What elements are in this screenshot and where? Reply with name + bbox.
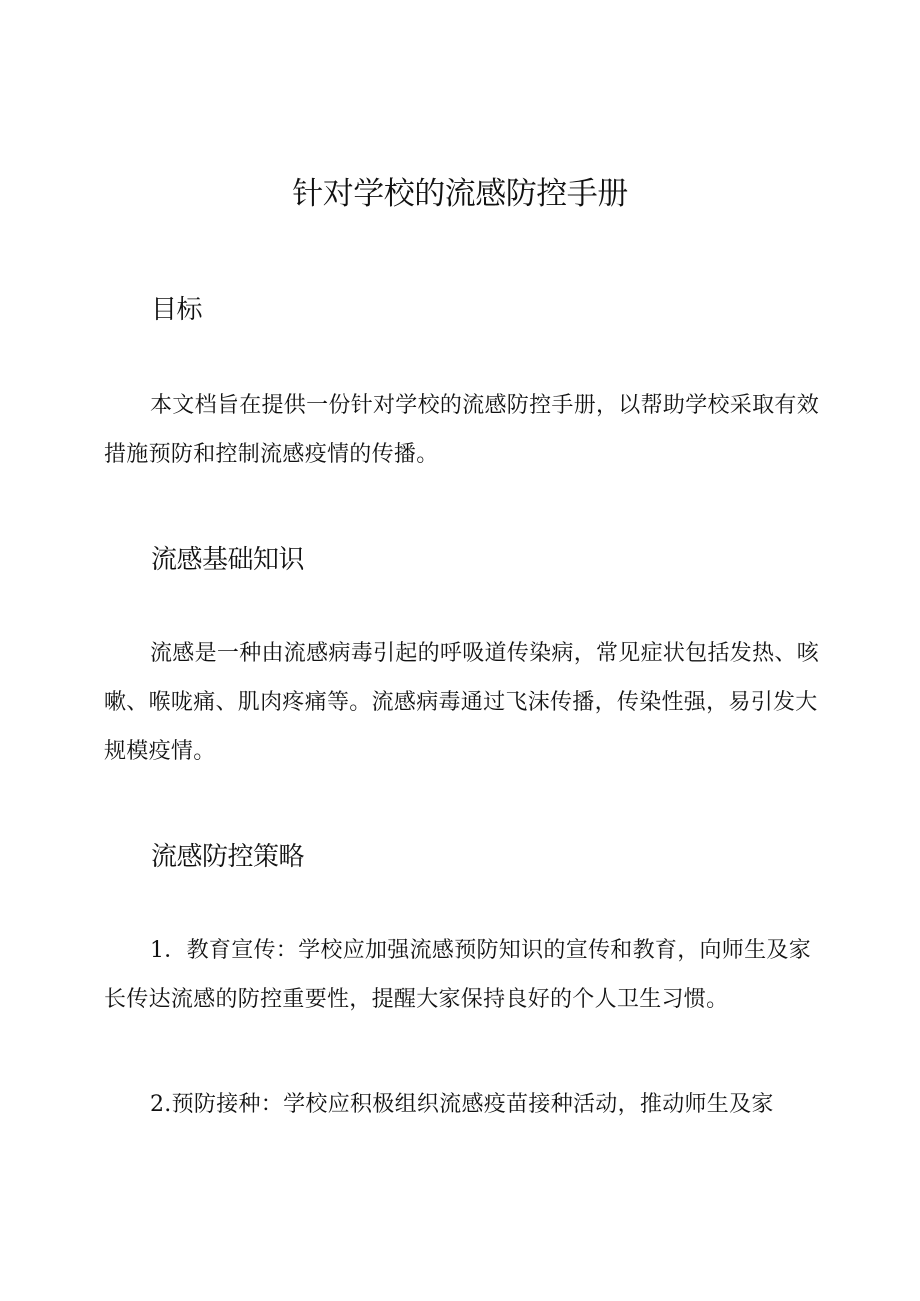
section-heading-prevention-strategy: 流感防控策略 [151, 842, 305, 872]
paragraph-strategy-vaccination: 2.预防接种：学校应积极组织流感疫苗接种活动，推动师生及家 [150, 1092, 774, 1117]
document-title: 针对学校的流感防控手册 [292, 176, 628, 212]
paragraph-flu-basics: 流感是一种由流感病毒引起的呼吸道传染病，常见症状包括发热、咳嗽、喉咙痛、肌肉疼痛等。流感病毒通过飞沫传播，传染性强，易引发大规模疫情。 [104, 641, 820, 764]
section-heading-goal: 目标 [151, 295, 203, 325]
section-heading-flu-basics: 流感基础知识 [151, 545, 305, 575]
paragraph-strategy-education: 1．教育宣传：学校应加强流感预防知识的宣传和教育，向师生及家长传达流感的防控重要性，提醒大家保持良好的个人卫生习惯。 [104, 938, 811, 1012]
paragraph-goal: 本文档旨在提供一份针对学校的流感防控手册，以帮助学校采取有效措施预防和控制流感疫情的传播。 [104, 393, 820, 467]
